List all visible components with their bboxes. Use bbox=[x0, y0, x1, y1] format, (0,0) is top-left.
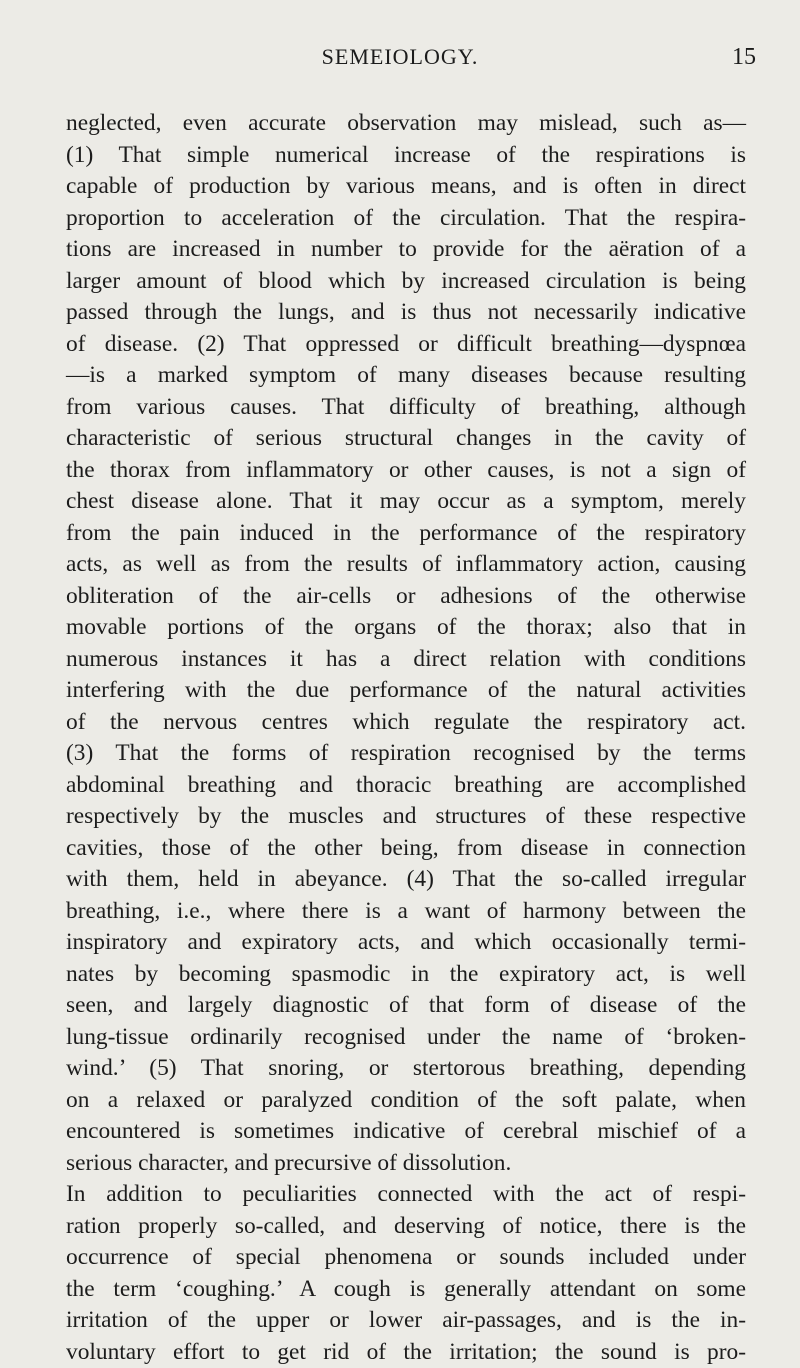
text-line: encountered is sometimes indicative of cerebral mischief of a bbox=[66, 1116, 746, 1148]
text-line: seen, and largely diagnostic of that form of disease of the bbox=[66, 990, 746, 1022]
text-line: with them, held in abeyance. (4) That the so-called irregular bbox=[66, 864, 746, 896]
text-line: interfering with the due performance of the natural activities bbox=[66, 675, 746, 707]
text-line: of the nervous centres which regulate the respiratory act. bbox=[66, 707, 746, 739]
text-line: chest disease alone. That it may occur as a symptom, merely bbox=[66, 486, 746, 518]
text-line: capable of production by various means, and is often in direct bbox=[66, 171, 746, 203]
text-line: —is a marked symptom of many diseases because resulting bbox=[66, 360, 746, 392]
text-line: numerous instances it has a direct relation with conditions bbox=[66, 644, 746, 676]
text-line: acts, as well as from the results of inflammatory action, causing bbox=[66, 549, 746, 581]
text-line: passed through the lungs, and is thus not necessarily indicative bbox=[66, 297, 746, 329]
text-line: irritation of the upper or lower air-passages, and is the in- bbox=[66, 1305, 746, 1337]
text-line: inspiratory and expiratory acts, and which occasionally termi- bbox=[66, 927, 746, 959]
text-line: ration properly so-called, and deserving of notice, there is the bbox=[66, 1211, 746, 1243]
text-line: movable portions of the organs of the thorax; also that in bbox=[66, 612, 746, 644]
text-line: nates by becoming spasmodic in the expiratory act, is well bbox=[66, 959, 746, 991]
text-line: characteristic of serious structural changes in the cavity of bbox=[66, 423, 746, 455]
text-line: (3) That the forms of respiration recognised by the terms bbox=[66, 738, 746, 770]
text-line: neglected, even accurate observation may mislead, such as— bbox=[66, 108, 746, 140]
text-line: larger amount of blood which by increased circulation is being bbox=[66, 266, 746, 298]
text-line: tions are increased in number to provide for the aëration of a bbox=[66, 234, 746, 266]
text-line: In addition to peculiarities connected with the act of respi- bbox=[66, 1179, 746, 1211]
text-line: on a relaxed or paralyzed condition of the soft palate, when bbox=[66, 1085, 746, 1117]
text-line: serious character, and precursive of dissolution. bbox=[66, 1148, 746, 1180]
text-line: breathing, i.e., where there is a want of harmony between the bbox=[66, 896, 746, 928]
text-line: (1) That simple numerical increase of the respirations is bbox=[66, 140, 746, 172]
text-line: from the pain induced in the performance of the respiratory bbox=[66, 518, 746, 550]
text-line: occurrence of special phenomena or sounds included under bbox=[66, 1242, 746, 1274]
text-line: the thorax from inflammatory or other causes, is not a sign of bbox=[66, 455, 746, 487]
text-line: wind.’ (5) That snoring, or stertorous breathing, depending bbox=[66, 1053, 746, 1085]
text-line: abdominal breathing and thoracic breathing are accomplished bbox=[66, 770, 746, 802]
text-line: of disease. (2) That oppressed or difficult breathing—dyspnœa bbox=[66, 329, 746, 361]
running-title: SEMEIOLOGY. bbox=[0, 44, 800, 70]
text-line: lung-tissue ordinarily recognised under the name of ‘broken- bbox=[66, 1022, 746, 1054]
text-line: voluntary effort to get rid of the irritation; the sound is pro- bbox=[66, 1337, 746, 1368]
page-number: 15 bbox=[732, 44, 756, 71]
body-text bbox=[66, 108, 746, 1368]
running-head bbox=[0, 44, 800, 74]
text-line: proportion to acceleration of the circulation. That the respira- bbox=[66, 203, 746, 235]
text-line: from various causes. That difficulty of breathing, although bbox=[66, 392, 746, 424]
text-line: respectively by the muscles and structures of these respective bbox=[66, 801, 746, 833]
text-line: obliteration of the air-cells or adhesions of the otherwise bbox=[66, 581, 746, 613]
text-line: the term ‘coughing.’ A cough is generally attendant on some bbox=[66, 1274, 746, 1306]
text-line: cavities, those of the other being, from disease in connection bbox=[66, 833, 746, 865]
